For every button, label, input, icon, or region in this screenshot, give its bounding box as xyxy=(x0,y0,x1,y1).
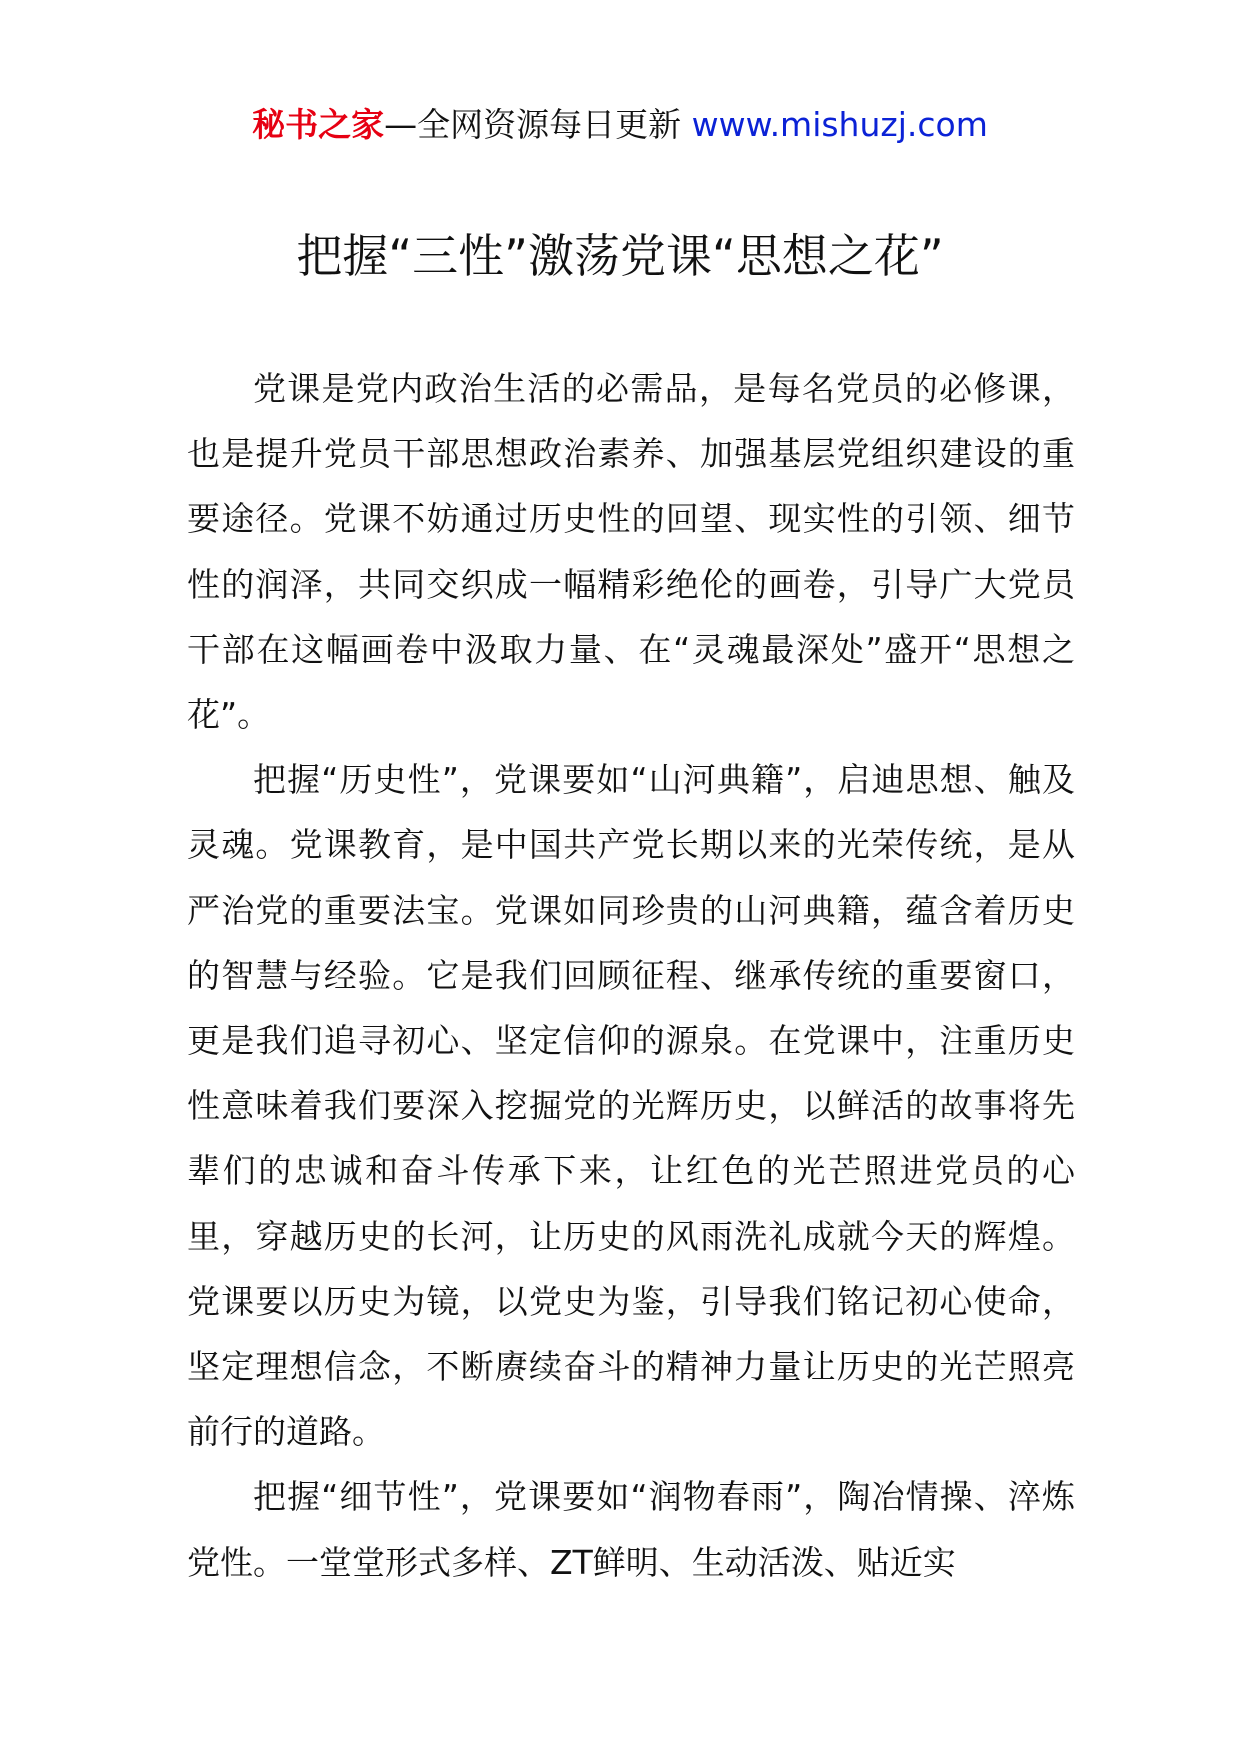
paragraph-detail: 把握“细节性”，党课要如“润物春雨”，陶冶情操、淬炼党性。一堂堂形式多样、ZT鲜明、生动活泼、贴近实 xyxy=(187,1477,1075,1582)
brand-name: 秘书之家 xyxy=(252,105,385,144)
document-body xyxy=(187,356,1075,1595)
paragraph-history: 把握“历史性”，党课要如“山河典籍”，启迪思想、触及灵魂。党课教育，是中国共产党长期以来的光荣传统，是从严治党的重要法宝。党课如同珍贵的山河典籍，蕴含着历史的智慧与经验。它是我们回顾征程、继承传统的重要窗口，更是我们追寻初心、坚定信仰的源泉。在党课中，注重历史性意味着我们要深入挖掘党的光辉历史，以鲜活的故事将先辈们的忠诚和奋斗传承下来，让红色的光芒照进党员的心里，穿越历史的长河，让历史的风雨洗礼成就今天的辉煌。党课要以历史为镜，以党史为鉴，引导我们铭记初心使命，坚定理想信念，不断赓续奋斗的精神力量让历史的光芒照亮前行的道路。 xyxy=(187,760,1075,1452)
site-url-link[interactable]: www.mishuzj.com xyxy=(691,105,988,144)
header-tagline: —全网资源每日更新 xyxy=(384,105,692,144)
site-header xyxy=(0,103,1240,147)
document-title: 把握“三性”激荡党课“思想之花” xyxy=(296,229,944,283)
paragraph-intro: 党课是党内政治生活的必需品，是每名党员的必修课，也是提升党员干部思想政治素养、加强基层党组织建设的重要途径。党课不妨通过历史性的回望、现实性的引领、细节性的润泽，共同交织成一幅精彩绝伦的画卷，引导广大党员干部在这幅画卷中汲取力量、在“灵魂最深处”盛开“思想之花”。 xyxy=(187,369,1075,735)
